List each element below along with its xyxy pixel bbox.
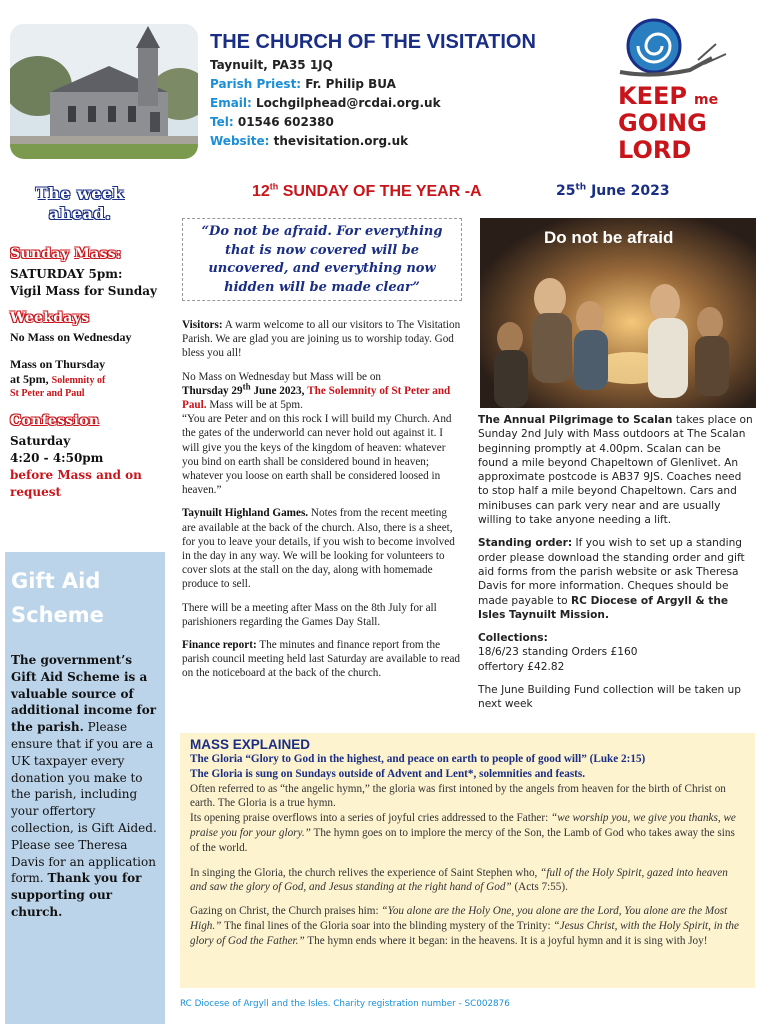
pilgrimage-notice: The Annual Pilgrimage to Scalan takes place on Sunday 2nd July with Mass outdoors at The Scalan beginning promptly at 4.00pm. Scalan can be found a mile beyond Chapeltown of Glenlivet. An approximate postcode is AB37 9JS. Coaches need to stop half a mile beyond Chapeltown. Cars and minibuses can park very near and are usually willing to take anyone needing a lift.: [478, 414, 753, 527]
mass-explained-body: [190, 752, 745, 949]
sunday-mass-line2: Vigil Mass for Sunday: [10, 284, 158, 298]
standing-order-notice: Standing order: If you wish to set up a standing order please download the standing order and gift aid forms from the parish website or ask Theresa Davis for more information. Cheques should be made payable to RC Diocese of Argyll & the Isles Taynuilt Mission.: [478, 537, 745, 621]
gift-aid-body: The government’s Gift Aid Scheme is a valuable source of additional income for the parish. Please ensure that if you are a UK taxpayer every donation you make to the parish, including your offertory collection, is Gift Aided. Please see Theresa Davis for an application form. Thank you for supporting our church.: [11, 653, 157, 919]
notices-middle: [182, 318, 462, 690]
confession-time: 4:20 - 4:50pm: [10, 451, 104, 465]
building-fund-notice: The June Building Fund collection will be taken up next week: [478, 684, 741, 711]
visitors-notice: Visitors: A warm welcome to all our visitors to The Visitation Parish. We are glad you are joining us to worship today. God bless you all!: [182, 319, 461, 360]
notices-right: [478, 413, 753, 721]
gloria-stephen: In singing the Gloria, the church relives the experience of Saint Stephen who, “full of the Holy Spirit, gazed into heaven and saw the glory of God, and Jesus standing at the right hand of God” (Acts 7:55).: [190, 866, 728, 894]
picture-caption: Do not be afraid: [544, 228, 674, 247]
gospel-quote: “Do not be afraid. For everything that is now covered will be uncovered, and everything now hidden will be made clear”: [182, 218, 462, 301]
confession-heading: Confession: [10, 413, 100, 429]
sunday-mass-heading: Sunday Mass:: [10, 246, 122, 262]
svg-text:GOING: GOING: [618, 109, 707, 137]
website-link[interactable]: thevisitation.org.uk: [273, 134, 409, 148]
website-line: Website: thevisitation.org.uk: [210, 134, 409, 148]
priest-line: Parish Priest: Fr. Philip BUA: [210, 77, 396, 91]
gift-aid-box: [5, 552, 165, 1024]
weekdays-heading: Weekdays: [10, 310, 90, 326]
confession-day: Saturday: [10, 434, 71, 448]
thursday-mass-notice: No Mass on Wednesday but Mass will be on Thursday 29th June 2023, The Solemnity of St Peter and Paul. Mass will be at 5pm. “You are Peter and on this rock I will build my Church. And the gates of the underworld can never hold out against it. I will give you the keys of the kingdom of heaven: whatever you bind on earth shall be considered bound in heaven; whatever you loose on earth shall be considered loosed in heaven.”: [182, 370, 452, 497]
gift-aid-title-2: Scheme: [11, 603, 104, 627]
svg-text:LORD: LORD: [618, 136, 692, 164]
email-link[interactable]: Lochgilphead@rcdai.org.uk: [256, 96, 441, 110]
email-line: Email: Lochgilphead@rcdai.org.uk: [210, 96, 441, 110]
church-name: THE CHURCH OF THE VISITATION: [210, 31, 536, 53]
highland-games-notice: Taynuilt Highland Games. Notes from the recent meeting are available at the back of the church. Also, there is a sheet, for you to leave your details, if you wish to become involved in the day in any way. We will be looking for volunteers to cover slots at the stall on the day, along with homemade produce to sell.: [182, 507, 455, 591]
sunday-title: 12th SUNDAY OF THE YEAR -A: [252, 181, 482, 200]
week-ahead-column: [10, 184, 165, 501]
mass-explained-title: MASS EXPLAINED: [190, 737, 311, 752]
thursday-line1: Mass on Thursday: [10, 357, 106, 371]
address: Taynuilt, PA35 1JQ: [210, 58, 333, 72]
sunday-mass-line1: SATURDAY 5pm:: [10, 267, 123, 281]
contact-block: [210, 56, 441, 151]
collections-notice: Collections: 18/6/23 standing Orders £160 offertory £42.82: [478, 632, 638, 673]
svg-text:KEEP: KEEP: [618, 82, 687, 110]
gloria-intro: The Gloria “Glory to God in the highest, and peace on earth to people of good will” (Luke 2:15) The Gloria is sung on Sundays outside of Advent and Lent*, solemnities and feasts. Often referred to as “the angelic hymn,” the gloria was first intoned by the angels from heaven for the birth of Christ on earth. The Gloria is a true hymn. Its opening praise overflows into a series of joyful cries addressed to the Father: “we worship you, we give you thanks, we praise you for your glory.” The hymn goes on to implore the mercy of the Son, the Lamb of God who takes away the sins of the world.: [190, 753, 736, 854]
thursday-saints: St Peter and Paul: [10, 388, 85, 399]
sunday-date: 25th June 2023: [556, 182, 670, 199]
no-mass-wednesday: No Mass on Wednesday: [10, 330, 132, 344]
tel-line: Tel: 01546 602380: [210, 115, 334, 129]
thursday-line2: at 5pm, Solemnity of: [10, 372, 106, 386]
week-ahead-heading: The week ahead.: [35, 184, 125, 223]
finance-notice: Finance report: The minutes and finance report from the parish council meeting held last Saturday are available to read on the noticeboard at the back of the church.: [182, 639, 461, 680]
svg-text:me: me: [694, 92, 719, 108]
footer-charity: RC Diocese of Argyll and the Isles. Charity registration number - SC002876: [180, 999, 510, 1009]
keep-me-going-lord-logo: [612, 14, 732, 164]
meeting-notice: There will be a meeting after Mass on the 8th July for all parishioners regarding the Games Day Stall.: [182, 601, 437, 628]
church-photo: [10, 24, 198, 159]
confession-note: before Mass and on request: [10, 468, 142, 499]
mass-explained-box: [180, 733, 755, 988]
gift-aid-title-1: Gift Aid: [11, 569, 101, 593]
gloria-christ: Gazing on Christ, the Church praises him: “You alone are the Holy One, you alone are the Lord, You alone are the Most High.” The final lines of the Gloria soar into the blinding mystery of the Trinity: “Jesus Christ, with the Holy Spirit, in the glory of God the Father.” The hymn ends where it began: in the heavens. It is a joyful hymn and it is sing with Joy!: [190, 905, 739, 947]
